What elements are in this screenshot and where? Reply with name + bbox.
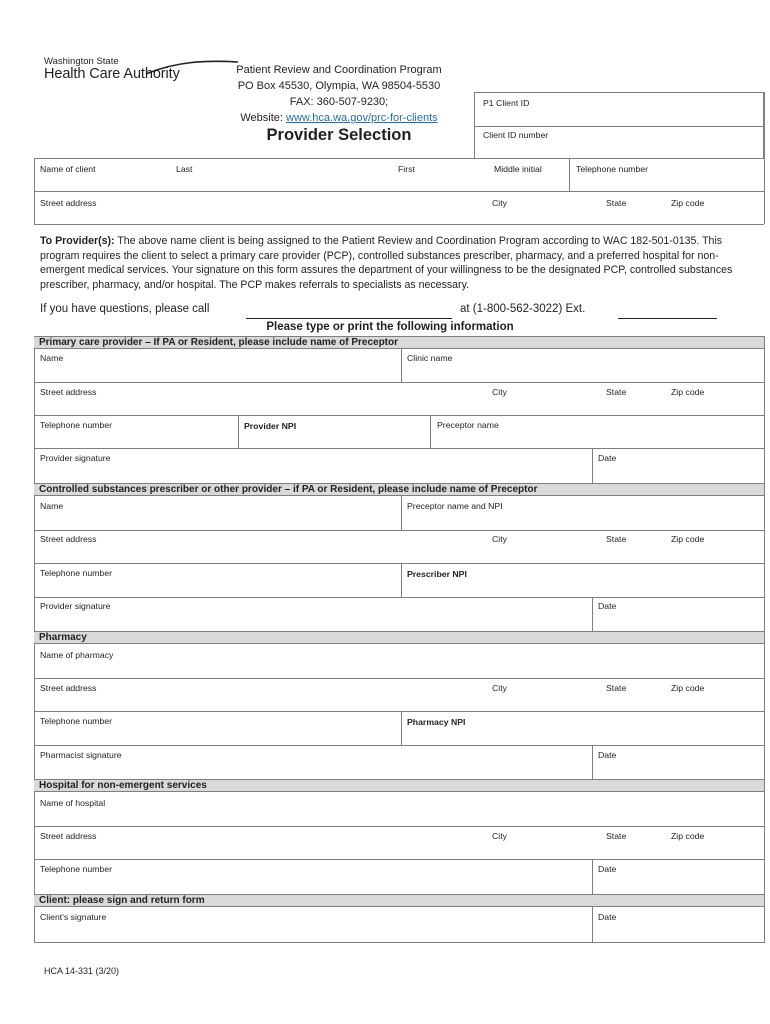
- questions-phone: at (1-800-562-3022) Ext.: [460, 303, 586, 315]
- hospital-zip-label: Zip code: [671, 831, 705, 841]
- website-link[interactable]: www.hca.wa.gov/prc-for-clients: [286, 112, 438, 124]
- client-middle-label: Middle initial: [494, 164, 542, 174]
- form-title: Provider Selection: [266, 126, 412, 144]
- client-name-label: Name of client: [40, 164, 96, 174]
- csp-date-label: Date: [598, 601, 617, 611]
- pharmacy-npi-label: Pharmacy NPI: [407, 717, 466, 727]
- program-website: [210, 111, 468, 126]
- pcp-state-label: State: [606, 387, 627, 397]
- p1-client-id-label: P1 Client ID: [483, 98, 530, 108]
- pcp-street-label: Street address: [40, 387, 97, 397]
- print-instruction: Please type or print the following information: [266, 321, 514, 333]
- contact-name-field[interactable]: [246, 318, 452, 319]
- pharmacy-zip-label: Zip code: [671, 683, 705, 693]
- contact-ext-field[interactable]: [618, 318, 717, 319]
- client-zip-label: Zip code: [671, 198, 705, 208]
- instructions-lead: To Provider(s):: [40, 235, 115, 247]
- client-street-label: Street address: [40, 198, 97, 208]
- pcp-preceptor-label: Preceptor name: [437, 420, 499, 430]
- client-signature-label: Client's signature: [40, 912, 107, 922]
- pcp-npi-label: Provider NPI: [244, 421, 297, 431]
- pcp-telephone-label: Telephone number: [40, 420, 112, 430]
- program-address: PO Box 45530, Olympia, WA 98504-5530: [237, 80, 441, 92]
- client-last-label: Last: [176, 164, 193, 174]
- pharmacy-street-label: Street address: [40, 683, 97, 693]
- questions-label: If you have questions, please call: [40, 303, 210, 315]
- client-first-label: First: [398, 164, 415, 174]
- client-city-label: City: [492, 198, 507, 208]
- csp-city-label: City: [492, 534, 507, 544]
- client-telephone-label: Telephone number: [576, 164, 648, 174]
- website-label: Website:: [240, 112, 287, 124]
- pharmacist-signature-label: Pharmacist signature: [40, 750, 122, 760]
- program-fax: FAX: 360-507-9230;: [289, 96, 389, 108]
- csp-telephone-label: Telephone number: [40, 568, 112, 578]
- pcp-date-label: Date: [598, 453, 617, 463]
- hospital-telephone-label: Telephone number: [40, 864, 112, 874]
- csp-street-label: Street address: [40, 534, 97, 544]
- client-date-label: Date: [598, 912, 617, 922]
- pharmacy-state-label: State: [606, 683, 627, 693]
- hospital-state-label: State: [606, 831, 627, 841]
- pharmacy-telephone-label: Telephone number: [40, 716, 112, 726]
- pharmacy-name-label: Name of pharmacy: [40, 650, 114, 660]
- client-id-number-label: Client ID number: [483, 130, 549, 140]
- csp-npi-label: Prescriber NPI: [407, 569, 467, 579]
- csp-name-label: Name: [40, 501, 64, 511]
- csp-signature-label: Provider signature: [40, 601, 111, 611]
- form-number: HCA 14-331 (3/20): [44, 966, 120, 976]
- pharmacy-city-label: City: [492, 683, 507, 693]
- hospital-name-label: Name of hospital: [40, 798, 106, 808]
- pcp-name-label: Name: [40, 353, 64, 363]
- pcp-section-header: Primary care provider – If PA or Resident, please include name of Preceptor: [34, 336, 764, 349]
- client-id-box: [474, 92, 764, 158]
- pcp-zip-label: Zip code: [671, 387, 705, 397]
- hospital-section-header: Hospital for non-emergent services: [34, 779, 764, 792]
- pharmacy-section-header: Pharmacy: [34, 631, 764, 644]
- instructions-text: The above name client is being assigned to the Patient Review and Coordination Program according to WAC 182-501-0135. This program requires the client to select a primary care provider (PCP), controlled substances prescriber, pharmacy, and a preferred hospital for non-emergent medical services. Your signature on this form assures the department of your willingness to be the designated PCP, controlled substances prescriber, pharmacy, and/or hospital. The PCP makes referrals to specialists as necessary.: [40, 235, 733, 291]
- pcp-city-label: City: [492, 387, 507, 397]
- client-sign-section-header: Client: please sign and return form: [34, 894, 764, 907]
- csp-zip-label: Zip code: [671, 534, 705, 544]
- hospital-street-label: Street address: [40, 831, 97, 841]
- csp-section-header: Controlled substances prescriber or other provider – if PA or Resident, please include name of Preceptor: [34, 483, 764, 496]
- program-name: Patient Review and Coordination Program: [236, 64, 442, 76]
- hospital-date-label: Date: [598, 864, 617, 874]
- csp-preceptor-label: Preceptor name and NPI: [407, 501, 503, 511]
- csp-state-label: State: [606, 534, 627, 544]
- pcp-clinic-label: Clinic name: [407, 353, 453, 363]
- logo-state-text: Washington State: [44, 56, 119, 67]
- hca-logo: [44, 56, 204, 88]
- pcp-signature-label: Provider signature: [40, 453, 111, 463]
- logo-agency-text: Health Care Authority: [44, 66, 180, 82]
- client-state-label: State: [606, 198, 627, 208]
- pharmacy-date-label: Date: [598, 750, 617, 760]
- provider-instructions: [40, 234, 762, 292]
- hospital-city-label: City: [492, 831, 507, 841]
